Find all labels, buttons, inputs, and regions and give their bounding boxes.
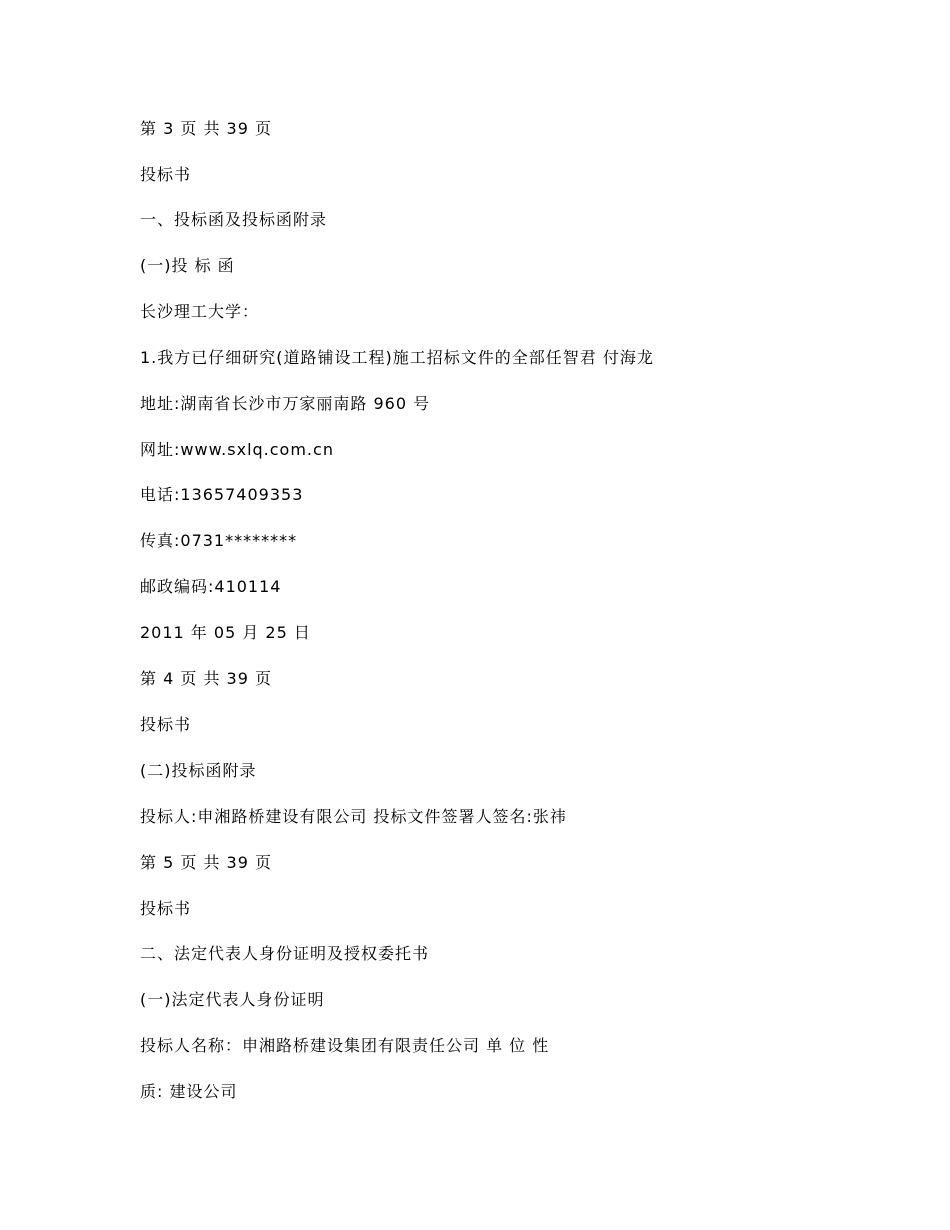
page-number-4: 第 4 页 共 39 页 (140, 669, 272, 688)
page-number-3: 第 3 页 共 39 页 (140, 119, 272, 138)
recipient-line: 长沙理工大学： (140, 302, 260, 321)
bidder-name-line: 投标人名称：申湘路桥建设集团有限责任公司 单 位 性 (140, 1036, 550, 1055)
section-header: 投标书 (140, 165, 192, 184)
subsection-heading-bid-letter: (一)投 标 函 (140, 256, 235, 275)
bidder-signature-line: 投标人:申湘路桥建设有限公司 投标文件签署人签名:张祎 (140, 807, 567, 826)
subsection-heading-appendix: (二)投标函附录 (140, 761, 257, 780)
date-line: 2011 年 05 月 25 日 (140, 623, 311, 642)
company-nature-line: 质: 建设公司 (140, 1082, 238, 1101)
website-line: 网址:www.sxlq.com.cn (140, 440, 334, 459)
page-number-5: 第 5 页 共 39 页 (140, 853, 272, 872)
chapter-heading-1: 一、投标函及投标函附录 (140, 210, 328, 229)
section-header: 投标书 (140, 715, 192, 734)
subsection-heading-legal-rep: (一)法定代表人身份证明 (140, 990, 325, 1009)
chapter-heading-2: 二、法定代表人身份证明及授权委托书 (140, 944, 430, 963)
address-line: 地址:湖南省长沙市万家丽南路 960 号 (140, 394, 431, 413)
fax-line: 传真:0731******** (140, 531, 298, 550)
phone-line: 电话:13657409353 (140, 485, 304, 504)
body-paragraph-1: 1.我方已仔细研究(道路铺设工程)施工招标文件的全部任智君 付海龙 (140, 348, 654, 367)
section-header: 投标书 (140, 899, 192, 918)
postal-code-line: 邮政编码:410114 (140, 577, 282, 596)
